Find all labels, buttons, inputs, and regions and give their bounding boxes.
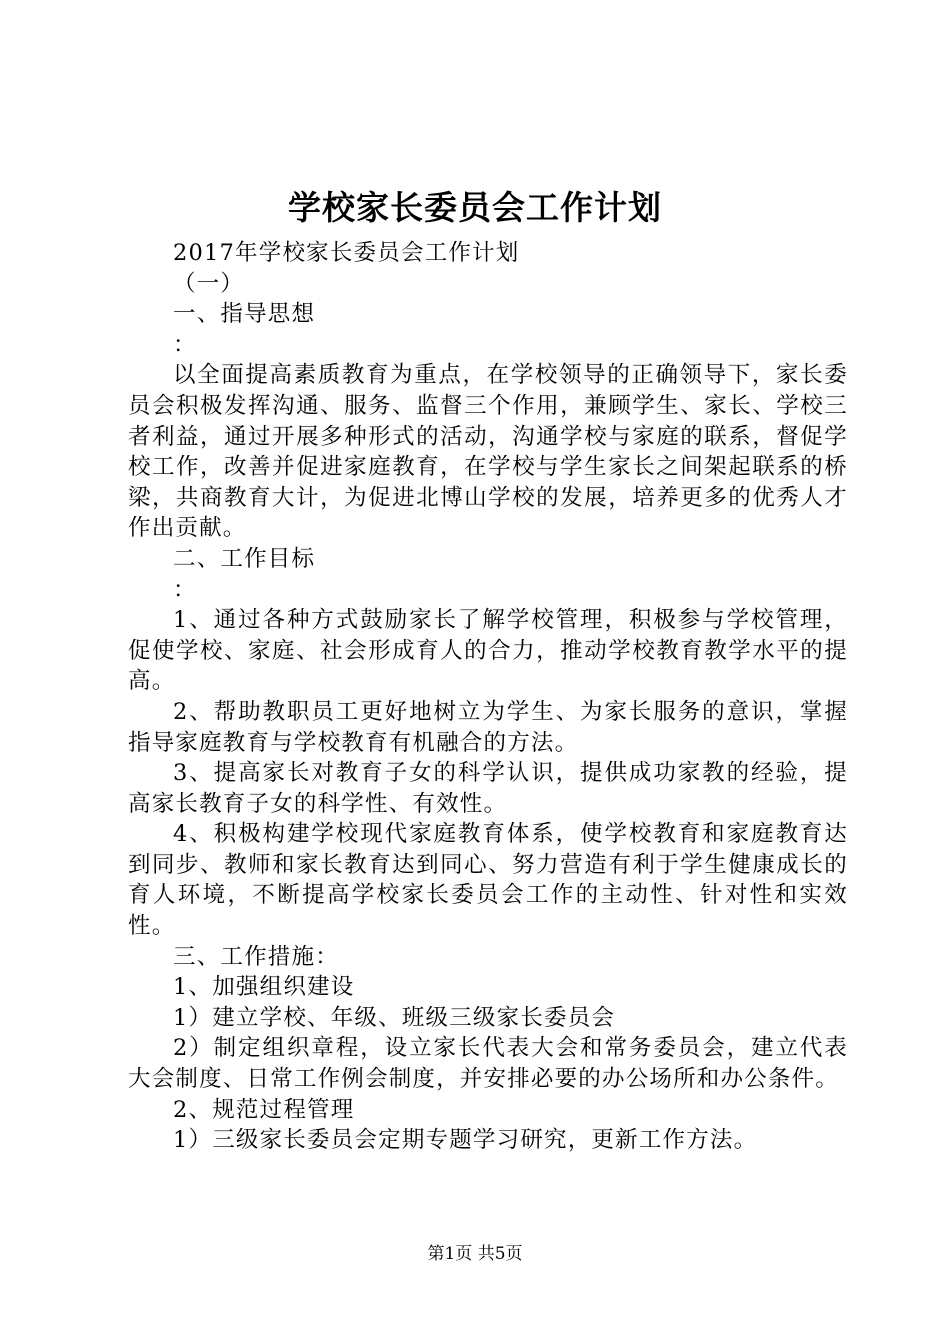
heading-process-management: 2、规范过程管理: [173, 1096, 355, 1123]
document-title: 学校家长委员会工作计划: [288, 188, 662, 227]
paragraph-goal-4: 4、积极构建学校现代家庭教育体系，使学校教育和家庭教育达到同步、教师和家长教育达到同心、努力营造有利于学生健康成长的育人环境，不断提高学校家长委员会工作的主动性、针对性和实效性。: [128, 821, 848, 940]
paragraph-guiding-ideology-text: 以全面提高素质教育为重点，在学校领导的正确领导下，家长委员会积极发挥沟通、服务、监督三个作用，兼顾学生、家长、学校三者利益，通过开展多种形式的活动，沟通学校与家庭的联系，督促学校工作，改善并促进家庭教育，在学校与学生家长之间架起联系的桥梁，共商教育大计，为促进北博山学校的发展，培养更多的优秀人才作出贡献。: [128, 362, 848, 542]
paragraph-measure-2-1: 1）三级家长委员会定期专题学习研究，更新工作方法。: [173, 1127, 758, 1154]
document-body: [128, 238, 848, 1156]
paragraph-goal-1: 1、通过各种方式鼓励家长了解学校管理，积极参与学校管理，促使学校、家庭、社会形成育人的合力，推动学校教育教学水平的提高。: [128, 607, 848, 695]
page-footer: 第1页 共5页: [427, 1244, 523, 1264]
heading-guiding-ideology: 一、指导思想: [173, 301, 316, 328]
paragraph-goal-3: 3、提高家长对教育子女的科学认识，提供成功家教的经验，提高家长教育子女的科学性、有效性。: [128, 760, 848, 817]
paragraph-goal-2: 2、帮助教职员工更好地树立为学生、为家长服务的意识，掌握指导家庭教育与学校教育有机融合的方法。: [128, 698, 848, 756]
paragraph-measure-1-1: 1）建立学校、年级、班级三级家长委员会: [173, 1004, 616, 1031]
paragraph-colon: ：: [173, 331, 197, 358]
paragraph-colon: ：: [173, 576, 197, 603]
heading-work-measures: 三、工作措施：: [173, 943, 339, 970]
paragraph-measure-1-2: 2）制定组织章程，设立家长代表大会和常务委员会，建立代表大会制度、日常工作例会制度，并安排必要的办公场所和办公条件。: [128, 1035, 848, 1093]
heading-organization-building: 1、加强组织建设: [173, 974, 355, 1001]
heading-work-goals: 二、工作目标: [173, 545, 316, 572]
paragraph-section-number: （一）: [173, 270, 245, 297]
paragraph-subtitle: 2017年学校家长委员会工作计划: [173, 240, 520, 266]
